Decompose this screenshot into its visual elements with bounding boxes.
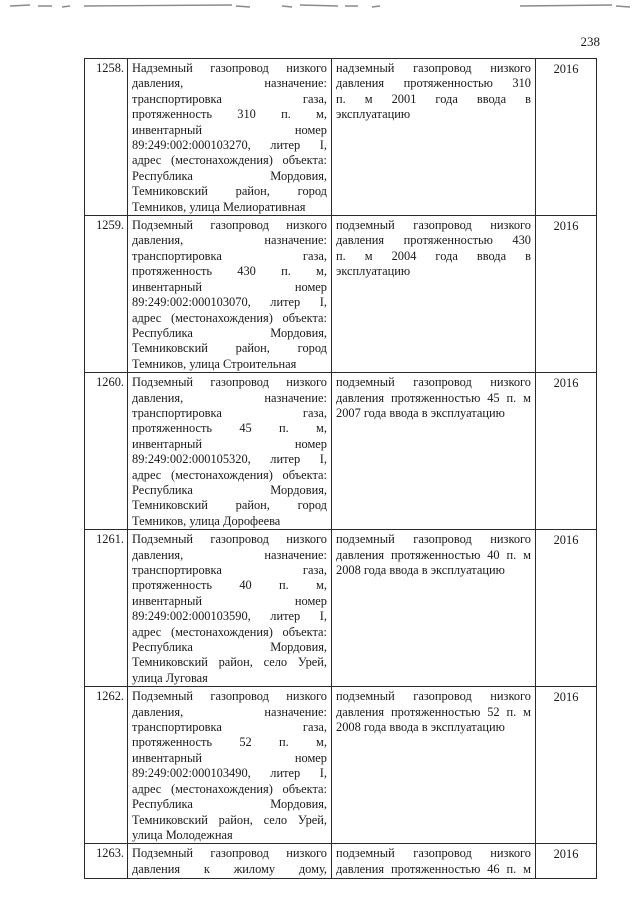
- text-line: подземный газопровод низкого: [336, 689, 531, 704]
- object-basis: [332, 530, 536, 687]
- row-number: 1258.: [85, 59, 128, 216]
- text-line: адрес (местонахождения) объекта:: [132, 624, 327, 639]
- text-line: давления протяженностью 310: [336, 76, 531, 91]
- table-row: [85, 373, 597, 530]
- text-line: транспортировка газа,: [132, 563, 327, 577]
- object-basis: [332, 216, 536, 373]
- text-line: Темниковский район, город: [132, 184, 327, 199]
- object-basis: [332, 844, 536, 879]
- text-line: Республика Мордовия,: [132, 797, 327, 812]
- text-line: подземный газопровод низкого: [336, 375, 531, 390]
- scan-edge-artifact: [0, 2, 640, 10]
- table-row: [85, 844, 597, 879]
- row-number: 1261.: [85, 530, 128, 687]
- object-basis: [332, 59, 536, 216]
- row-number: 1262.: [85, 687, 128, 844]
- text-line: давления к жилому дому,: [132, 861, 327, 876]
- object-description: [128, 216, 332, 373]
- text-line: Подземный газопровод низкого: [132, 532, 327, 547]
- text-line: протяженность 430 п. м,: [132, 264, 327, 279]
- text-line: п. м 2004 года ввода в: [336, 248, 531, 263]
- text-line: 89:249:002:000105320, литер I,: [132, 452, 327, 467]
- text-line: 2008 года ввода в эксплуатацию: [336, 720, 505, 735]
- text-line: 89:249:002:000103270, литер I,: [132, 138, 327, 153]
- text-line: давления протяженностью 430: [336, 233, 531, 248]
- object-basis: [332, 373, 536, 530]
- text-line: надземный газопровод низкого: [336, 61, 531, 75]
- text-line: 89:249:002:000103590, литер I,: [132, 609, 327, 624]
- text-line: давления протяженностью 46 п. м: [336, 861, 531, 876]
- text-line: Республика Мордовия,: [132, 325, 327, 340]
- text-line: Подземный газопровод низкого: [132, 375, 327, 390]
- text-line: Темниковский район, село Урей,: [132, 655, 327, 670]
- text-line: п. м 2001 года ввода в: [336, 91, 531, 106]
- text-line: Темниковский район, город: [132, 498, 327, 513]
- text-line: Республика Мордовия,: [132, 482, 327, 497]
- text-line: Республика Мордовия,: [132, 640, 327, 655]
- text-line: давления, назначение:: [132, 233, 327, 248]
- text-line: инвентарный номер: [132, 436, 327, 451]
- text-line: Республика Мордовия,: [132, 168, 327, 183]
- text-line: протяженность 310 п. м,: [132, 107, 327, 122]
- table-row: [85, 59, 597, 216]
- text-line: транспортировка газа,: [132, 248, 327, 263]
- text-line: адрес (местонахождения) объекта:: [132, 310, 327, 325]
- text-line: протяженность 52 п. м,: [132, 735, 327, 750]
- text-line: Подземный газопровод низкого: [132, 846, 327, 861]
- text-line: 2008 года ввода в эксплуатацию: [336, 563, 505, 577]
- row-number: 1260.: [85, 373, 128, 530]
- text-line: подземный газопровод низкого: [336, 218, 531, 233]
- text-line: транспортировка газа,: [132, 720, 327, 735]
- object-description: [128, 373, 332, 530]
- text-line: адрес (местонахождения) объекта:: [132, 781, 327, 796]
- text-line: улица Луговая: [132, 670, 208, 685]
- text-line: Подземный газопровод низкого: [132, 218, 327, 233]
- year-cell: 2016: [536, 373, 597, 530]
- text-line: эксплуатацию: [336, 107, 411, 122]
- text-line: адрес (местонахождения) объекта:: [132, 467, 327, 482]
- text-line: эксплуатацию: [336, 264, 411, 279]
- row-number: 1263.: [85, 844, 128, 879]
- text-line: 2007 года ввода в эксплуатацию: [336, 405, 505, 420]
- text-line: транспортировка газа,: [132, 405, 327, 420]
- object-basis: [332, 687, 536, 844]
- text-line: подземный газопровод низкого: [336, 532, 531, 547]
- year-cell: 2016: [536, 844, 597, 879]
- text-line: давления, назначение:: [132, 547, 327, 562]
- table-row: [85, 216, 597, 373]
- table-row: [85, 530, 597, 687]
- text-line: Темников, улица Мелиоративная: [132, 199, 306, 214]
- text-line: давления, назначение:: [132, 704, 327, 719]
- page-number: 238: [580, 34, 600, 49]
- text-line: протяженность 40 п. м,: [132, 578, 327, 593]
- text-line: инвентарный номер: [132, 593, 327, 608]
- object-description: [128, 59, 332, 216]
- property-registry-table: [84, 58, 597, 879]
- text-line: давления, назначение:: [132, 76, 327, 91]
- text-line: 89:249:002:000103070, литер I,: [132, 295, 327, 310]
- object-description: [128, 530, 332, 687]
- object-description: [128, 687, 332, 844]
- text-line: давления протяженностью 45 п. м: [336, 390, 531, 405]
- text-line: инвентарный номер: [132, 750, 327, 765]
- text-line: давления протяженностью 40 п. м: [336, 547, 531, 562]
- table-row: [85, 687, 597, 844]
- text-line: Темниковский район, город: [132, 341, 327, 356]
- text-line: Надземный газопровод низкого: [132, 61, 327, 75]
- object-description: [128, 844, 332, 879]
- text-line: подземный газопровод низкого: [336, 846, 531, 861]
- text-line: Темников, улица Дорофеева: [132, 513, 281, 528]
- year-cell: 2016: [536, 59, 597, 216]
- text-line: улица Молодежная: [132, 827, 233, 842]
- text-line: давления протяженностью 52 п. м: [336, 704, 531, 719]
- text-line: инвентарный номер: [132, 279, 327, 294]
- text-line: 89:249:002:000103490, литер I,: [132, 766, 327, 781]
- text-line: адрес (местонахождения) объекта:: [132, 153, 327, 168]
- text-line: протяженность 45 п. м,: [132, 421, 327, 436]
- text-line: Темников, улица Строительная: [132, 356, 297, 371]
- text-line: Темниковский район, село Урей,: [132, 812, 327, 827]
- text-line: давления, назначение:: [132, 390, 327, 405]
- year-cell: 2016: [536, 530, 597, 687]
- year-cell: 2016: [536, 216, 597, 373]
- text-line: инвентарный номер: [132, 122, 327, 137]
- text-line: транспортировка газа,: [132, 91, 327, 106]
- text-line: Подземный газопровод низкого: [132, 689, 327, 704]
- year-cell: 2016: [536, 687, 597, 844]
- row-number: 1259.: [85, 216, 128, 373]
